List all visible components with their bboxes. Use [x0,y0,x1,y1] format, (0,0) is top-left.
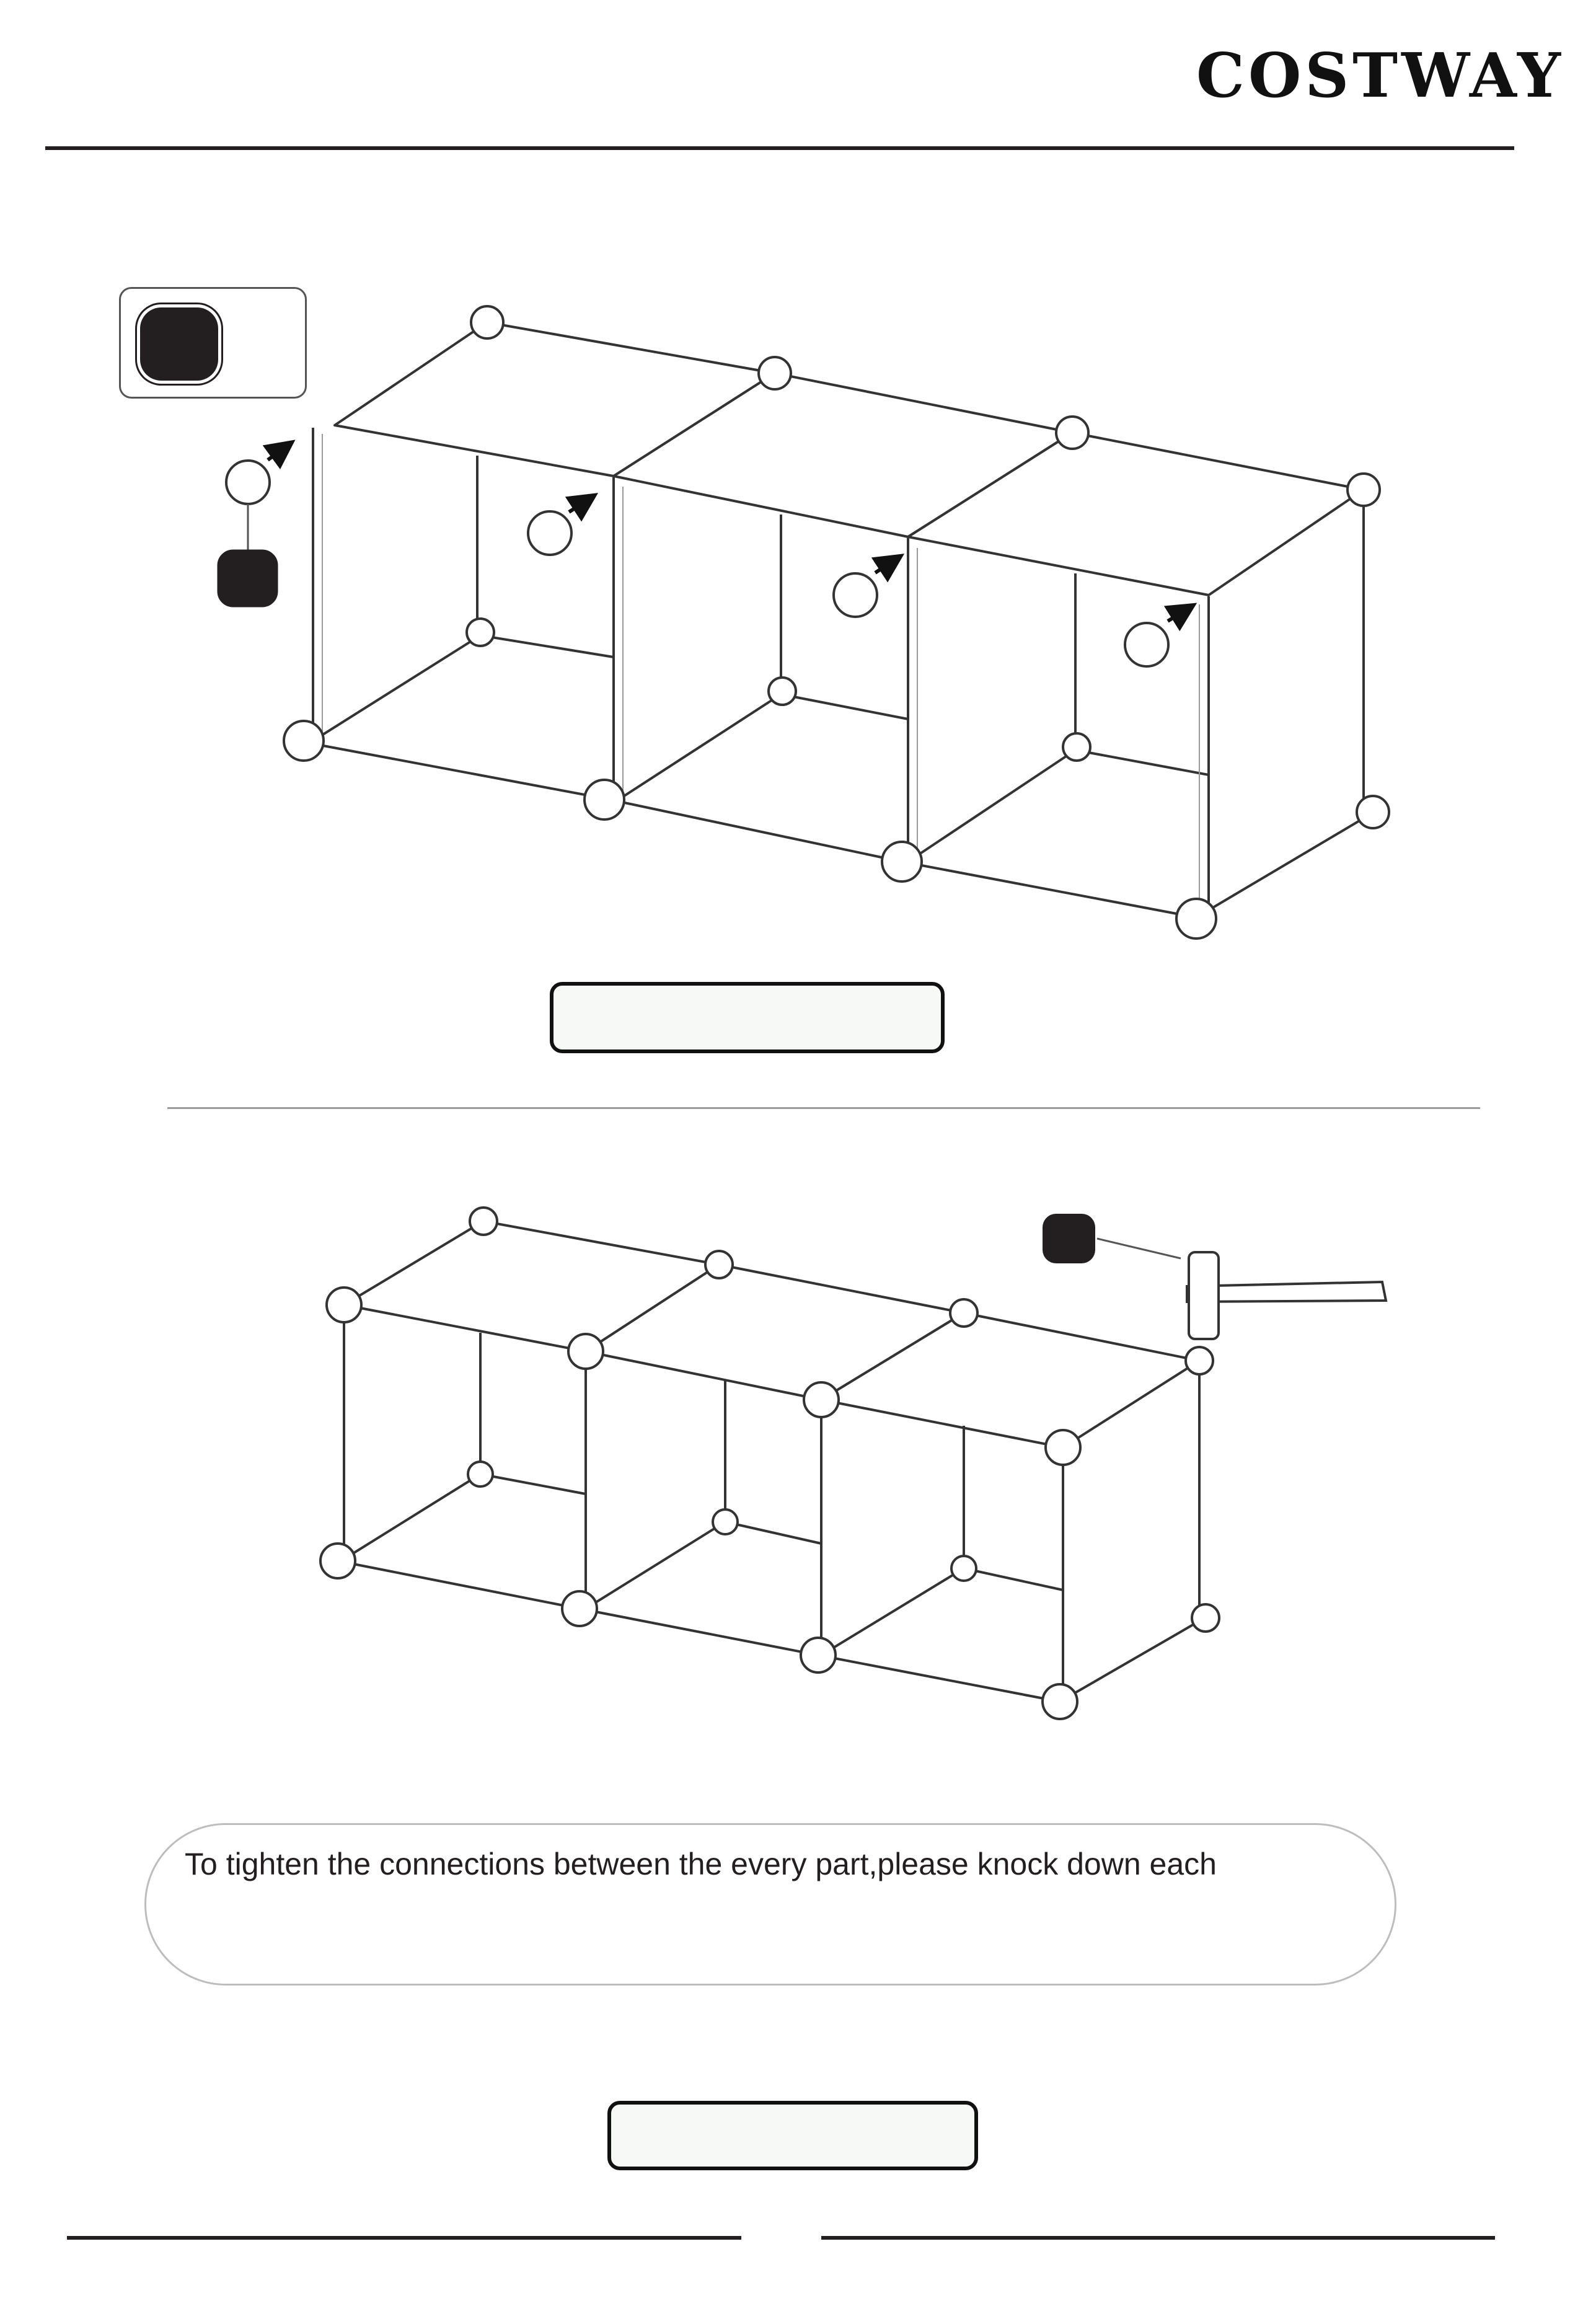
step-2-label [607,2101,978,2170]
footer-rule-left [67,2236,741,2240]
rubber-mallet-icon [1187,1252,1386,1339]
footer-rule-right [821,2236,1495,2240]
brand-logo: COSTWAY [1196,40,1564,112]
tool-label-badge [1043,1214,1095,1263]
instruction-note-text: To tighten the connections between the every part,please knock down each [185,1847,1217,1881]
